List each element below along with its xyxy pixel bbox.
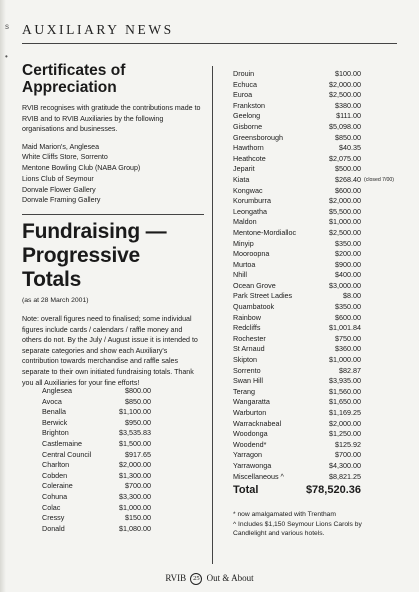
auxiliary-name: Minyip (233, 238, 254, 248)
auxiliary-name: Hawthorn (233, 143, 264, 153)
auxiliary-name: Sorrento (233, 365, 261, 375)
auxiliary-row (233, 376, 361, 387)
auxiliary-row (233, 90, 361, 101)
auxiliary-name: Jeparit (233, 164, 255, 174)
section-header: AUXILIARY NEWS (22, 22, 174, 37)
auxiliary-amount: $2,000.00 (119, 460, 151, 470)
certificates-title (22, 62, 204, 96)
auxiliary-amount: $600.00 (335, 185, 361, 195)
auxiliary-name: Castlemaine (42, 438, 82, 448)
auxiliary-row (42, 386, 151, 397)
left-column (22, 62, 204, 388)
auxiliary-name: Anglesea (42, 386, 72, 395)
auxiliary-row (233, 323, 361, 334)
sponsor-item: Lions Club of Seymour (22, 174, 94, 183)
auxiliary-amount: $2,000.00 (329, 196, 361, 206)
auxiliary-amount: $125.92 (335, 439, 361, 449)
auxiliary-note: (closed 7/00) (364, 177, 394, 184)
auxiliary-name: Park Street Ladies (233, 291, 293, 301)
fundraising-rule (22, 214, 204, 215)
auxiliary-row (233, 281, 361, 292)
auxiliary-amount: $1,169.25 (329, 408, 361, 417)
auxiliary-amount: $750.00 (335, 333, 361, 343)
page-footer (0, 573, 419, 585)
auxiliary-amount: $350.00 (335, 238, 361, 248)
auxiliary-amount: $700.00 (335, 450, 361, 460)
auxiliary-amount: $350.00 (335, 302, 361, 312)
auxiliary-name: Leongatha (233, 206, 267, 216)
auxiliary-name: Mooroopna (233, 249, 270, 259)
auxiliary-amount: $3,935.00 (329, 376, 361, 386)
footer-publisher: RVIB (165, 573, 187, 584)
auxiliary-name: Redcliffs (233, 323, 261, 333)
auxiliary-name: St Arnaud (233, 344, 265, 354)
auxiliary-row (233, 143, 361, 154)
auxiliary-amount: $1,100.00 (119, 407, 151, 417)
auxiliary-name: Terang (233, 386, 255, 396)
auxiliary-amount: $360.00 (335, 344, 361, 354)
grand-total-label: Total (233, 484, 259, 496)
auxiliary-row (233, 217, 361, 228)
auxiliary-amount: $2,075.00 (329, 153, 361, 163)
auxiliary-name: Kongwac (233, 185, 263, 195)
auxiliary-name: Cobden (42, 470, 68, 480)
auxiliary-row (233, 355, 361, 366)
auxiliary-amount: $850.00 (335, 132, 361, 142)
auxiliary-name: Miscellaneous ^ (233, 471, 284, 481)
grand-total-row (233, 484, 361, 500)
auxiliary-row (233, 366, 361, 377)
auxiliary-amount: $8,821.25 (329, 471, 361, 481)
auxiliary-amount: $400.00 (335, 270, 361, 280)
auxiliary-amount: $380.00 (335, 100, 361, 110)
auxiliary-name: Yarragon (233, 450, 263, 460)
auxiliary-name: Brighton (42, 428, 69, 438)
auxiliary-name: Echuca (233, 79, 257, 89)
auxiliary-amount: $917.65 (125, 449, 151, 459)
auxiliary-name: Yarrawonga (233, 460, 272, 470)
footnote-star: * now amalgamated with Trentham (233, 511, 336, 518)
auxiliary-row (233, 450, 361, 461)
page-number: 25 (190, 573, 202, 585)
auxiliary-amount: $4,300.00 (329, 460, 361, 470)
auxiliary-row (42, 513, 151, 524)
auxiliary-amount: $900.00 (335, 259, 361, 269)
fundraising-title (22, 220, 204, 292)
column-divider (212, 66, 213, 564)
auxiliary-row (233, 302, 361, 313)
auxiliary-row (42, 492, 151, 503)
auxiliary-row (233, 334, 361, 345)
header-rule (22, 43, 397, 44)
totals-table-left (42, 386, 151, 534)
auxiliary-row (233, 239, 361, 250)
auxiliary-row (42, 428, 151, 439)
auxiliary-amount: $268.40 (335, 174, 361, 184)
auxiliary-name: Warburton (233, 408, 267, 417)
auxiliary-amount: $950.00 (125, 417, 151, 427)
auxiliary-name: Cressy (42, 513, 65, 523)
auxiliary-name: Benalla (42, 407, 66, 417)
auxiliary-row (233, 164, 361, 175)
margin-dot: • (5, 52, 8, 61)
auxiliary-row (42, 471, 151, 482)
auxiliary-row (233, 122, 361, 133)
auxiliary-row (233, 111, 361, 122)
auxiliary-name: Donald (42, 523, 65, 533)
auxiliary-amount: $600.00 (335, 312, 361, 322)
auxiliary-amount: $1,001.84 (329, 323, 361, 333)
auxiliary-amount: $1,080.00 (119, 523, 151, 533)
auxiliary-row (233, 69, 361, 80)
auxiliary-row (42, 450, 151, 461)
auxiliary-amount: $2,500.00 (329, 90, 361, 100)
auxiliary-amount: $40.35 (339, 143, 361, 153)
auxiliary-name: Wangaratta (233, 397, 270, 407)
auxiliary-name: Gisborne (233, 121, 263, 131)
auxiliary-amount: $2,000.00 (329, 418, 361, 428)
auxiliary-name: Quambatook (233, 302, 275, 312)
auxiliary-name: Kiata (233, 174, 250, 184)
auxiliary-amount: $500.00 (335, 164, 361, 174)
auxiliary-amount: $3,300.00 (119, 491, 151, 501)
certificates-title-line2: Appreciation (22, 79, 117, 96)
auxiliary-row (42, 481, 151, 492)
auxiliary-row (233, 228, 361, 239)
auxiliary-amount: $1,650.00 (329, 397, 361, 407)
auxiliary-amount: $3,535.83 (119, 428, 151, 438)
auxiliary-name: Maldon (233, 217, 257, 227)
auxiliary-amount: $100.00 (335, 69, 361, 78)
auxiliary-amount: $200.00 (335, 249, 361, 259)
auxiliary-row (42, 460, 151, 471)
auxiliary-row (233, 313, 361, 324)
page-edge (0, 0, 6, 592)
auxiliary-row (233, 472, 361, 483)
certificates-title-line1: Certificates of (22, 62, 126, 79)
auxiliary-row (233, 419, 361, 430)
fundraising-title-line2: Progressive Totals (22, 244, 141, 291)
auxiliary-name: Woodend* (233, 439, 267, 449)
auxiliary-row (233, 101, 361, 112)
auxiliary-amount: $1,000.00 (329, 355, 361, 365)
auxiliary-name: Nhill (233, 270, 247, 280)
auxiliary-row (233, 186, 361, 197)
totals-table-right (233, 69, 394, 482)
auxiliary-amount: $1,560.00 (329, 386, 361, 396)
auxiliary-name: Euroa (233, 90, 253, 100)
auxiliary-name: Geelong (233, 111, 261, 121)
auxiliary-name: Cohuna (42, 491, 68, 501)
sponsor-item: White Cliffs Store, Sorrento (22, 153, 108, 162)
auxiliary-amount: $1,500.00 (119, 438, 151, 448)
auxiliary-amount: $1,000.00 (329, 217, 361, 227)
auxiliary-row (233, 291, 361, 302)
auxiliary-row (233, 207, 361, 218)
footer-publication: Out & About (206, 573, 254, 584)
sponsor-item: Donvale Framing Gallery (22, 196, 101, 205)
auxiliary-row (233, 196, 361, 207)
auxiliary-name: Coleraine (42, 481, 73, 491)
auxiliary-name: Murtoa (233, 259, 256, 269)
auxiliary-row (233, 174, 394, 186)
auxiliary-name: Mentone-Mordialloc (233, 227, 297, 237)
footnotes (233, 510, 393, 539)
auxiliary-name: Warracknabeal (233, 418, 282, 428)
auxiliary-amount: $700.00 (125, 481, 151, 491)
auxiliary-row (233, 80, 361, 91)
auxiliary-name: Korumburra (233, 196, 271, 206)
auxiliary-amount: $150.00 (125, 513, 151, 523)
sponsor-item: Donvale Flower Gallery (22, 185, 96, 194)
auxiliary-row (233, 429, 361, 440)
auxiliary-name: Ocean Grove (233, 280, 276, 290)
auxiliary-amount: $1,250.00 (329, 429, 361, 439)
auxiliary-name: Central Council (42, 449, 92, 459)
auxiliary-name: Drouin (233, 69, 255, 78)
auxiliary-row (233, 133, 361, 144)
auxiliary-row (233, 461, 361, 472)
auxiliary-row (42, 397, 151, 408)
auxiliary-row (233, 154, 361, 165)
as-at-date: (as at 28 March 2001) (22, 297, 89, 304)
auxiliary-row (233, 270, 361, 281)
auxiliary-row (233, 260, 361, 271)
auxiliary-amount: $1,000.00 (119, 502, 151, 512)
auxiliary-row (233, 408, 361, 419)
auxiliary-name: Avoca (42, 396, 62, 406)
auxiliary-amount: $2,000.00 (329, 79, 361, 89)
auxiliary-amount: $5,500.00 (329, 206, 361, 216)
auxiliary-name: Greensborough (233, 132, 283, 142)
auxiliary-amount: $3,000.00 (329, 280, 361, 290)
auxiliary-name: Skipton (233, 355, 257, 365)
sponsor-item: Mentone Bowling Club (NABA Group) (22, 164, 141, 173)
auxiliary-row (233, 344, 361, 355)
auxiliary-amount: $800.00 (125, 386, 151, 395)
auxiliary-name: Heathcote (233, 153, 266, 163)
auxiliary-row (233, 249, 361, 260)
auxiliary-amount: $2,500.00 (329, 227, 361, 237)
fundraising-note: Note: overall figures need to finalised; some individual figures include cards / calendars / raffle money and others do not. By the July / August issue it is intended to separate categories and show each Auxiliary's contribution towards merchandise and raffle sales separate to their own initiated fundraising totals. Thank you all Auxiliaries for your fine efforts! (22, 315, 198, 387)
fundraising-title-line1: Fundraising — (22, 220, 167, 243)
auxiliary-name: Rainbow (233, 312, 261, 322)
auxiliary-row (42, 439, 151, 450)
auxiliary-row (42, 418, 151, 429)
auxiliary-amount: $5,098.00 (329, 121, 361, 131)
sponsor-item: Maid Marion's, Anglesea (22, 142, 100, 151)
auxiliary-amount: $82.87 (339, 365, 361, 375)
auxiliary-name: Colac (42, 502, 61, 512)
auxiliary-name: Swan Hill (233, 376, 263, 386)
auxiliary-amount: $111.00 (336, 111, 361, 121)
auxiliary-amount: $850.00 (125, 396, 151, 406)
certificates-intro: RVIB recognises with gratitude the contributions made to RVIB and to RVIB Auxiliaries by the following organisations and businesses. (22, 104, 201, 134)
auxiliary-name: Berwick (42, 417, 68, 427)
auxiliary-amount: $8.00 (343, 291, 361, 301)
auxiliary-name: Rochester (233, 333, 266, 343)
auxiliary-row (42, 503, 151, 514)
auxiliary-name: Woodonga (233, 429, 268, 439)
auxiliary-row (233, 440, 361, 451)
auxiliary-row (42, 407, 151, 418)
sponsor-list (22, 142, 204, 206)
footnote-caret: ^ Includes $1,150 Seymour Lions Carols by Candlelight and various hotels. (233, 520, 362, 538)
auxiliary-row (42, 524, 151, 535)
grand-total-amount: $78,520.36 (305, 484, 361, 496)
auxiliary-name: Frankston (233, 100, 265, 110)
margin-mark: s (5, 22, 9, 31)
auxiliary-name: Charlton (42, 460, 70, 470)
auxiliary-row (233, 397, 361, 408)
auxiliary-row (233, 387, 361, 398)
auxiliary-amount: $1,300.00 (119, 470, 151, 480)
